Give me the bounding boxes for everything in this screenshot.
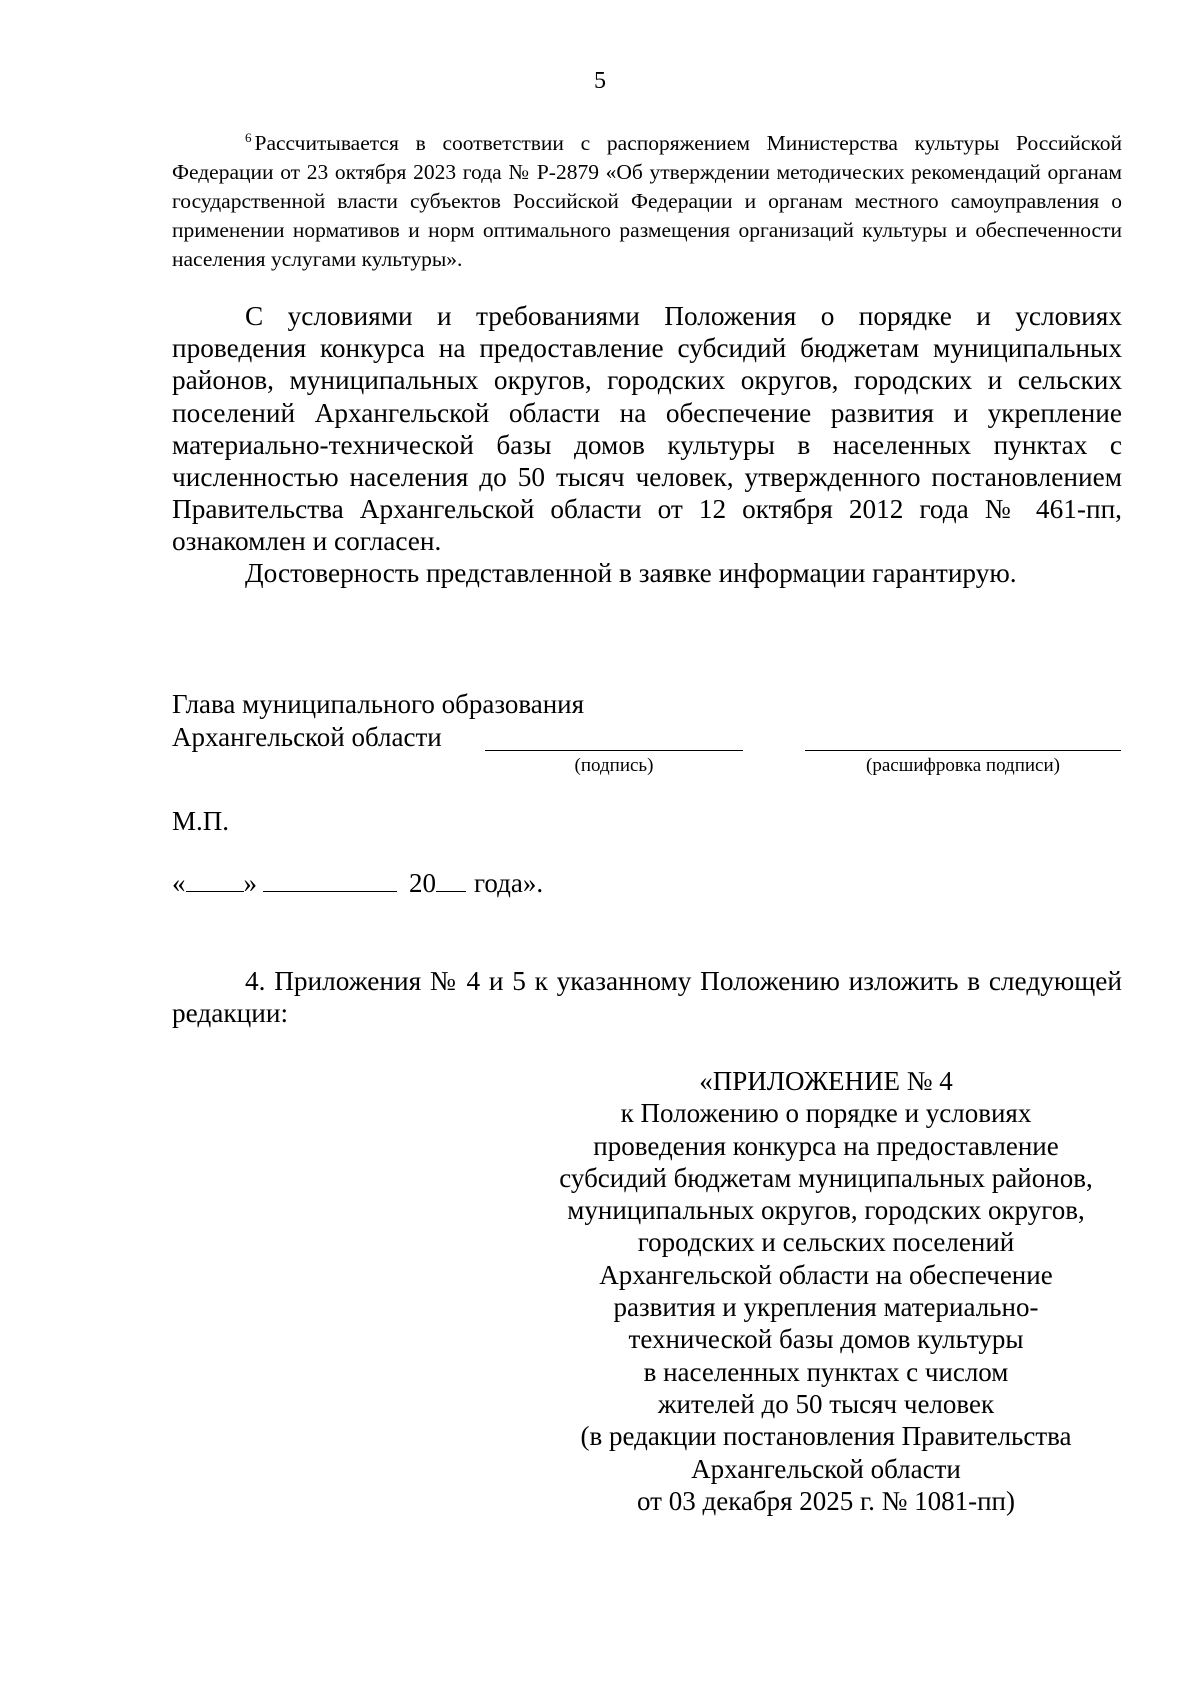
- appendix-header-line: субсидий бюджетам муниципальных районов,: [559, 1162, 1093, 1193]
- month-blank: [263, 869, 397, 892]
- paragraph-conditions: С условиями и требованиями Положения о порядке и условиях проведения конкурса на предоставление субсидий бюджетам муниципальных районов, муниципальных округов, городских округов, городских и сельских поселений Архангельской области на обеспечение развития и укрепление материально-технической базы домов культуры в населенных пунктах с численностью населения до 50 тысяч человек, утвержденного постановлением Правительства Архангельской области от 12 октября 2012 года № 461-пп, ознакомлен и согласен.: [172, 301, 1122, 557]
- signature-decoding-line: [805, 750, 1121, 751]
- appendix-header-line: муниципальных округов, городских округов,: [567, 1195, 1085, 1226]
- signature-decoding-caption: (расшифровка подписи): [866, 755, 1060, 776]
- appendix-header-line: проведения конкурса на предоставление: [593, 1130, 1059, 1161]
- year-blank: [436, 869, 466, 892]
- footnote-marker: 6: [245, 130, 252, 145]
- date-suffix: года».: [474, 868, 544, 898]
- item-4-paragraph: 4. Приложения № 4 и 5 к указанному Положению изложить в следующей редакции:: [172, 966, 1122, 1029]
- appendix-header-line: (в редакции постановления Правительства: [580, 1421, 1072, 1452]
- year-prefix: 20: [409, 868, 436, 898]
- appendix-header-line: жителей до 50 тысяч человек: [657, 1388, 995, 1419]
- appendix-header-line: в населенных пунктах с числом: [643, 1356, 1009, 1387]
- signatory-title-line1: Глава муниципального образования: [172, 689, 585, 719]
- appendix-header-line: к Положению о порядке и условиях: [620, 1098, 1032, 1129]
- appendix-header-line: технической базы домов культуры: [628, 1324, 1024, 1355]
- appendix-header-line: «ПРИЛОЖЕНИЕ № 4: [699, 1066, 953, 1096]
- appendix-header-line: Архангельской области на обеспечение: [599, 1259, 1053, 1290]
- stamp-place: М.П.: [172, 806, 230, 836]
- appendix-header-line: от 03 декабря 2025 г. № 1081-пп): [637, 1485, 1015, 1516]
- appendix-header: [520, 1065, 1132, 1517]
- signatory-title: [172, 688, 584, 753]
- appendix-header-line: городских и сельских поселений: [637, 1227, 1015, 1258]
- day-blank: [186, 869, 244, 892]
- footnote-text: Рассчитывается в соответствии с распоряжением Министерства культуры Российской Федерации от 23 октября 2023 года № Р-2879 «Об утверждении методических рекомендаций органам государственной власти субъектов Российской Федерации и органам местного самоуправления о применении нормативов и норм оптимального размещения организаций культуры и обеспеченности населения услугами культуры».: [172, 131, 1122, 271]
- page-number: 5: [594, 68, 606, 94]
- footnote: [172, 123, 1122, 274]
- signatory-title-line2: Архангельской области: [172, 721, 442, 752]
- date-close-quote: »: [243, 868, 257, 898]
- appendix-header-line: развития и укрепления материально-: [613, 1292, 1039, 1323]
- appendix-header-line: Архангельской области: [691, 1453, 961, 1484]
- signature-caption: (подпись): [574, 755, 654, 776]
- date-line: [172, 868, 543, 899]
- signature-line: [485, 750, 743, 751]
- paragraph-guarantee: Достоверность представленной в заявке информации гарантирую.: [245, 558, 1017, 588]
- date-open-quote: «: [172, 868, 186, 898]
